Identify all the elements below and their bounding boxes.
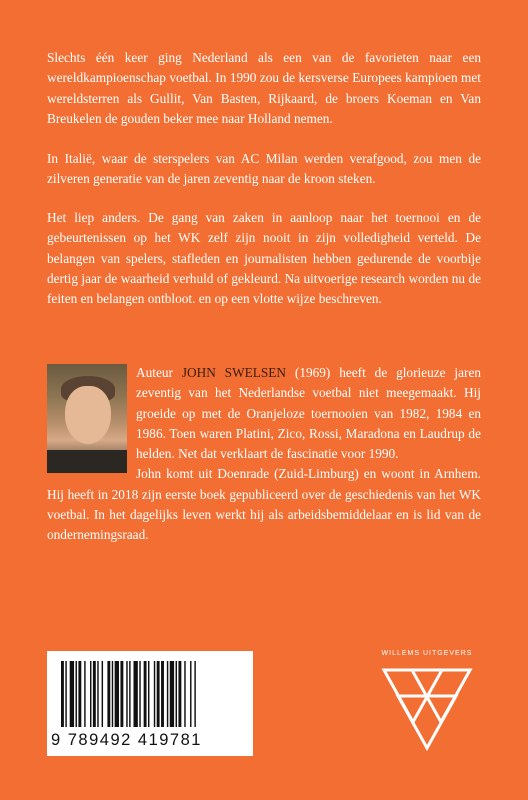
barcode-bars: [59, 661, 245, 727]
publisher-name: WILLEMS UITGEVERS: [381, 650, 473, 657]
author-name: JOHN SWELSEN: [181, 365, 286, 380]
author-bio: [47, 363, 481, 546]
publisher-block: [372, 650, 482, 760]
publisher-logo-icon: [380, 662, 474, 752]
blurb-paragraph-1: Slechts één keer ging Nederland als een van de favorieten naar een wereldkampioenschap voetbal. In 1990 zou de kersverse Europees kampioen met wereldsterren als Gullit, Van Basten, Rijkaard, de broers Koeman en Van Breukelen de gouden beker mee naar Holland nemen.: [47, 50, 481, 126]
blurb-paragraph-2: In Italië, waar de sterspelers van AC Milan werden verafgood, zou men de zilveren generatie van de jaren zeventig naar de kroon steken.: [47, 151, 481, 187]
isbn-barcode: [47, 651, 253, 756]
author-prefix: Auteur: [136, 365, 173, 380]
blurb-paragraph-3: Het liep anders. De gang van zaken in aanloop naar het toernooi en de gebeurtenissen op het WK zelf zijn nooit in zijn volledigheid verteld. De belangen van spelers, stafleden en journalisten hebben gedurende de voorbije dertig jaar de waarheid verhuld of gekleurd. Na uitvoerige research worden nu de feiten en belangen ontbloot. en op een vlotte wijze beschreven.: [47, 210, 481, 307]
author-bio-part-2: John komt uit Doenrade (Zuid-Limburg) en woont in Arnhem. Hij heeft in 2018 zijn eerste boek gepubliceerd over de geschiedenis van het WK voetbal. In het dagelijks leven werkt hij als arbeidsbemiddelaar en is lid van de ondernemingsraad.: [47, 466, 481, 543]
isbn-digits: 9 789492 419781: [51, 731, 202, 749]
author-bio-part-1: (1969) heeft de glorieuze jaren zeventig van het Nederlandse voetbal niet meegemaakt. Hij groeide op met de Oranjeloze toernooien van 1982, 1984 en 1986. Toen waren Platini, Zico, Rossi, Maradona en Laudrup de helden. Net dat verklaart de fascinatie voor 1990.: [136, 365, 482, 462]
